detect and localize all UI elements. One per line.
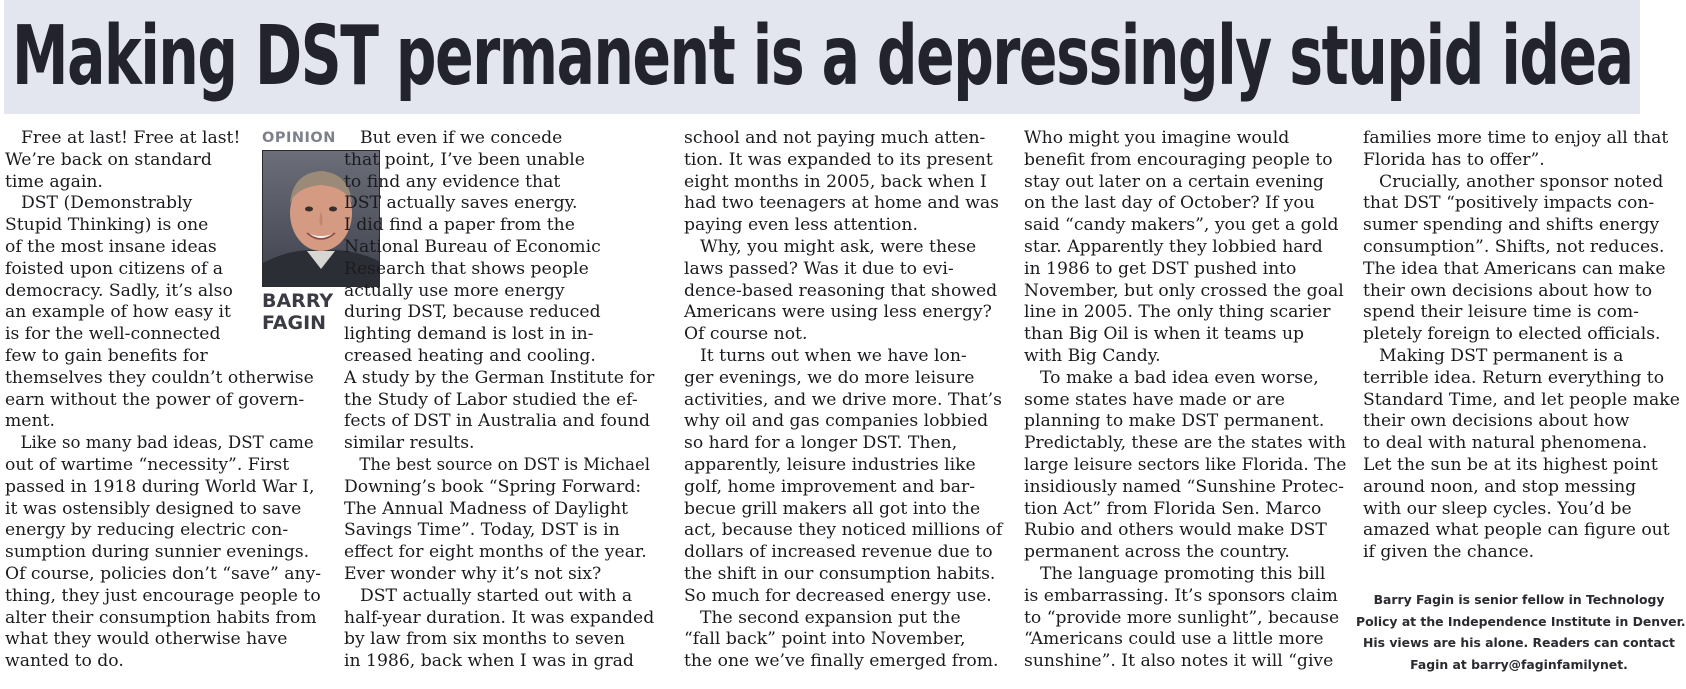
article-text-line: Of course, policies don’t “save” any-	[5, 563, 322, 584]
article-text-line: A study by the German Institute for	[344, 367, 655, 388]
article-text-line: during DST, because reduced	[344, 302, 601, 323]
article-text-line: star. Apparently they lobbied hard	[1024, 236, 1323, 257]
article-text-line: Rubio and others would make DST	[1024, 520, 1327, 541]
article-text-line: time again.	[5, 171, 103, 192]
article-text-line: Stupid Thinking) is one	[5, 215, 209, 236]
article-text-line: energy by reducing electric con-	[5, 520, 289, 541]
article-text-line: consumption”. Shifts, not reduces.	[1363, 236, 1665, 257]
article-text-line: Florida has to offer”.	[1363, 149, 1545, 170]
article-text-line: an example of how easy it	[5, 302, 231, 323]
author-bio	[1356, 589, 1686, 675]
article-text-line: few to gain benefits for	[5, 345, 208, 366]
article-text-line: effect for eight months of the year.	[344, 542, 647, 563]
article-text-line: It turns out when we have lon-	[700, 345, 967, 366]
article-column-3	[684, 128, 1006, 673]
section-kicker: OPINION	[262, 130, 336, 146]
article-text-line: DST actually saves energy.	[344, 193, 578, 214]
article-text-line: said “candy makers”, you get a gold	[1024, 215, 1339, 236]
article-text-line: The language promoting this bill	[1040, 563, 1326, 584]
article-text-line: is for the well-connected	[5, 324, 221, 345]
article-text-line: similar results.	[344, 433, 475, 454]
article-text-line: that DST “positively impacts con-	[1363, 193, 1655, 214]
article-text-line: had two teenagers at home and was	[684, 193, 999, 214]
article-text-line: is embarrassing. It’s sponsors claim	[1024, 585, 1338, 606]
article-text-line: of the most insane ideas	[5, 236, 217, 257]
article-text-line: amazed what people can figure out	[1363, 520, 1670, 541]
article-text-line: on the last day of October? If you	[1024, 193, 1315, 214]
article-text-line: their own decisions about how to	[1363, 280, 1653, 301]
article-text-line: Of course not.	[684, 324, 808, 345]
article-text-line: I did find a paper from the	[344, 215, 575, 236]
article-text-line: half-year duration. It was expanded	[344, 607, 655, 628]
article-text-line: dence-based reasoning that showed	[684, 280, 998, 301]
article-text-line: some states have made or are	[1024, 389, 1285, 410]
article-text-line: So much for decreased energy use.	[684, 585, 992, 606]
article-text-line: activities, and we drive more. That’s	[684, 389, 1002, 410]
article-text-line: DST actually started out with a	[360, 585, 633, 606]
bio-line: Policy at the Independence Institute in Denver.	[1356, 613, 1686, 629]
article-column-5	[1363, 128, 1685, 564]
article-text-line: “Americans could use a little more	[1024, 629, 1324, 650]
bio-line: Fagin at barry@faginfamilynet.	[1410, 656, 1628, 672]
article-text-line: their own decisions about how	[1363, 411, 1630, 432]
article-text-line: The idea that Americans can make	[1363, 258, 1666, 279]
article-text-line: The second expansion put the	[700, 607, 961, 628]
article-text-line: spend their leisure time is com-	[1363, 302, 1639, 323]
article-text-line: tion Act” from Florida Sen. Marco	[1024, 498, 1322, 519]
article-text-line: stay out later on a certain evening	[1024, 171, 1324, 192]
article-text-line: pletely foreign to elected officials.	[1363, 324, 1661, 345]
article-text-line: sumption during sunnier evenings.	[5, 542, 310, 563]
article-text-line: Who might you imagine would	[1024, 128, 1290, 148]
article-text-line: with Big Candy.	[1024, 345, 1161, 366]
article-text-line: democracy. Sadly, it’s also	[5, 280, 233, 301]
article-text-line: Savings Time”. Today, DST is in	[344, 520, 620, 541]
article-text-line: apparently, leisure industries like	[684, 454, 976, 475]
article-text-line: large leisure sectors like Florida. The	[1024, 454, 1347, 475]
article-text-line: wanted to do.	[5, 651, 124, 672]
byline-first-name: BARRY	[262, 290, 334, 312]
article-text-line: alter their consumption habits from	[5, 607, 317, 628]
article-text-line: act, because they noticed millions of	[684, 520, 1003, 541]
article-text-line: thing, they just encourage people to	[5, 585, 321, 606]
article-text-line: Ever wonder why it’s not six?	[344, 563, 602, 584]
article-text-line: The best source on DST is Michael	[359, 454, 651, 475]
article-text-line: November, but only crossed the goal	[1024, 280, 1344, 301]
article-text-line: Let the sun be at its highest point	[1363, 454, 1658, 475]
article-text-line: Making DST permanent is a	[1379, 345, 1624, 366]
article-text-line: planning to make DST permanent.	[1024, 411, 1325, 432]
article-text-line: dollars of increased revenue due to	[684, 542, 993, 563]
article-text-line: earn without the power of govern-	[5, 389, 305, 410]
article-text-line: Standard Time, and let people make	[1363, 389, 1680, 410]
article-text-line: line in 2005. The only thing scarier	[1024, 302, 1331, 323]
article-text-line: sumer spending and shifts energy	[1363, 215, 1660, 236]
article-text-line: golf, home improvement and bar-	[684, 476, 976, 497]
article-text-line: to deal with natural phenomena.	[1363, 433, 1648, 454]
byline-last-name: FAGIN	[262, 312, 327, 334]
article-text-line: by law from six months to seven	[344, 629, 625, 650]
article-text-line: Research that shows people	[344, 258, 589, 279]
article-text-line: fects of DST in Australia and found	[344, 411, 651, 432]
article-text-line: if given the chance.	[1363, 542, 1535, 563]
article-text-line: tion. It was expanded to its present	[684, 149, 993, 170]
article-text-line: creased heating and cooling.	[344, 345, 596, 366]
article-text-line: We’re back on standard	[5, 149, 212, 170]
article-text-line: laws passed? Was it due to evi-	[684, 258, 954, 279]
article-text-line: eight months in 2005, back when I	[684, 171, 987, 192]
article-text-line: to “provide more sunlight”, because	[1024, 607, 1340, 628]
headline-band	[4, 0, 1640, 114]
article-text-line: around noon, and stop messing	[1363, 476, 1637, 497]
article-text-line: DST (Demonstrably	[21, 193, 193, 214]
article-text-line: in 1986 to get DST pushed into	[1024, 258, 1297, 279]
article-text-line: why oil and gas companies lobbied	[684, 411, 989, 432]
article-text-line: Downing’s book “Spring Forward:	[344, 476, 642, 497]
article-text-line: But even if we concede	[360, 128, 563, 148]
article-text-line: “fall back” point into November,	[684, 629, 966, 650]
article-text-line: terrible idea. Return everything to	[1363, 367, 1665, 388]
article-text-line: what they would otherwise have	[5, 629, 288, 650]
article-text-line: Predictably, these are the states with	[1024, 433, 1346, 454]
article-column-2	[344, 128, 666, 673]
bio-line: Barry Fagin is senior fellow in Technology	[1373, 592, 1665, 607]
article-text-line: National Bureau of Economic	[344, 236, 601, 257]
article-text-line: sunshine”. It also notes it will “give	[1024, 651, 1334, 672]
article-text-line: Americans were using less energy?	[684, 302, 992, 323]
article-text-line: themselves they couldn’t otherwise	[5, 367, 314, 388]
article-text-line: than Big Oil is when it teams up	[1024, 324, 1305, 345]
article-text-line: passed in 1918 during World War I,	[5, 476, 315, 497]
article-text-line: To make a bad idea even worse,	[1040, 367, 1319, 388]
article-text-line: Like so many bad ideas, DST came	[20, 433, 314, 454]
article-text-line: ment.	[5, 411, 55, 432]
article-text-line: actually use more energy	[344, 280, 565, 301]
headline: Making DST permanent is a depressingly stupid idea	[12, 9, 1633, 104]
article-text-line: so hard for a longer DST. Then,	[684, 433, 958, 454]
article-text-line: out of wartime “necessity”. First	[5, 454, 290, 475]
article-text-line: the shift in our consumption habits.	[684, 563, 996, 584]
article-text-line: permanent across the country.	[1024, 542, 1290, 563]
article-text-line: insidiously named “Sunshine Protec-	[1024, 476, 1344, 497]
article-text-line: Crucially, another sponsor noted	[1379, 171, 1664, 192]
article-text-line: in 1986, back when I was in grad	[344, 651, 634, 672]
article-text-line: it was ostensibly designed to save	[5, 498, 302, 519]
bio-line: His views are his alone. Readers can contact	[1363, 635, 1675, 651]
article-text-line: lighting demand is lost in in-	[344, 324, 594, 345]
article-text-line: to find any evidence that	[344, 171, 561, 192]
article-text-line: ger evenings, we do more leisure	[684, 367, 975, 388]
article-text-line: paying even less attention.	[684, 215, 918, 236]
article-text-line: school and not paying much atten-	[684, 128, 986, 148]
article-text-line: the Study of Labor studied the ef-	[344, 389, 638, 410]
article-text-line: the one we’ve finally emerged from.	[684, 651, 999, 672]
article-text-line: The Annual Madness of Daylight	[344, 498, 629, 519]
article-text-line: Why, you might ask, were these	[700, 236, 977, 257]
article-text-line: benefit from encouraging people to	[1024, 149, 1333, 170]
article-text-line: Free at last! Free at last!	[21, 128, 241, 148]
article-text-line: that point, I’ve been unable	[344, 149, 585, 170]
article-text-line: with our sleep cycles. You’d be	[1363, 498, 1632, 519]
article-text-line: becue grill makers all got into the	[684, 498, 981, 519]
article-text-line: families more time to enjoy all that	[1363, 128, 1669, 148]
article-text-line: foisted upon citizens of a	[5, 258, 224, 279]
article-column-4	[1024, 128, 1346, 673]
